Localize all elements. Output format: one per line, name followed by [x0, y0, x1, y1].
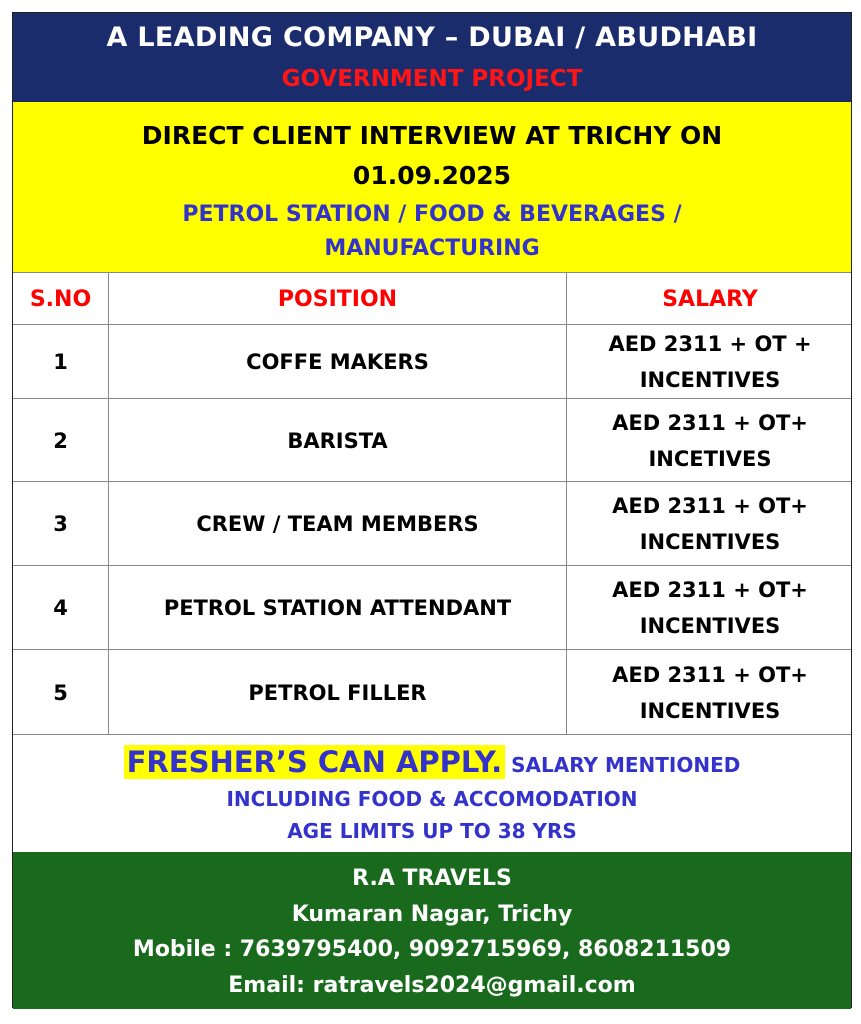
job-poster — [12, 12, 852, 1008]
row-salary — [567, 325, 853, 399]
sectors-line1: PETROL STATION / FOOD & BEVERAGES / — [182, 202, 682, 227]
row-sno: 3 — [13, 482, 109, 566]
row-salary — [567, 482, 853, 566]
row-salary — [567, 566, 853, 650]
table-row — [13, 481, 851, 566]
row-sno: 2 — [13, 399, 109, 482]
salary-line2: INCENTIVES — [639, 368, 781, 392]
mobile-numbers: Mobile : 7639795400, 9092715969, 8608211509 — [132, 937, 732, 962]
salary-line2: INCETIVES — [648, 446, 772, 471]
header-banner — [13, 13, 851, 102]
positions-table — [13, 272, 851, 734]
row-salary — [567, 399, 853, 482]
row-position: CREW / TEAM MEMBERS — [109, 482, 567, 566]
row-sno: 1 — [13, 325, 109, 399]
row-position: PETROL FILLER — [109, 650, 567, 735]
salary-line1: AED 2311 + OT + — [608, 332, 812, 356]
table-row — [13, 649, 851, 735]
salary-line2: INCENTIVES — [639, 698, 781, 723]
contact-footer — [13, 852, 851, 1009]
age-limit-note: AGE LIMITS UP TO 38 YRS — [287, 819, 577, 843]
column-header-sno: S.NO — [13, 273, 109, 325]
column-header-salary: SALARY — [662, 286, 758, 312]
salary-note: SALARY MENTIONED — [511, 753, 741, 777]
company-title: A LEADING COMPANY – DUBAI / ABUDHABI — [106, 22, 758, 53]
interview-date: 01.09.2025 — [352, 161, 512, 190]
sectors-line2: MANUFACTURING — [324, 236, 540, 261]
sectors — [13, 198, 851, 266]
eligibility-notes — [13, 734, 851, 853]
interview-banner — [13, 102, 851, 272]
salary-line2: INCENTIVES — [639, 614, 781, 638]
interview-heading — [13, 116, 851, 196]
salary-line2: INCENTIVES — [639, 530, 781, 554]
column-header-position: POSITION — [109, 273, 567, 325]
project-subtitle: GOVERNMENT PROJECT — [281, 66, 583, 92]
salary-line1: AED 2311 + OT+ — [612, 662, 808, 687]
row-sno: 5 — [13, 650, 109, 735]
fresher-highlight: FRESHER’S CAN APPLY. — [124, 745, 505, 779]
interview-line1: DIRECT CLIENT INTERVIEW AT TRICHY ON — [141, 121, 723, 150]
table-row — [13, 324, 851, 399]
including-note: INCLUDING FOOD & ACCOMODATION — [226, 787, 638, 811]
salary-line1: AED 2311 + OT+ — [612, 578, 808, 602]
agency-name: R.A TRAVELS — [352, 866, 512, 891]
email-address: Email: ratravels2024@gmail.com — [228, 973, 636, 998]
row-position: COFFE MAKERS — [109, 325, 567, 399]
row-position: PETROL STATION ATTENDANT — [109, 566, 567, 650]
salary-line1: AED 2311 + OT+ — [612, 494, 808, 518]
row-sno: 4 — [13, 566, 109, 650]
table-row — [13, 565, 851, 650]
salary-line1: AED 2311 + OT+ — [612, 410, 808, 435]
table-row — [13, 398, 851, 482]
row-position: BARISTA — [109, 399, 567, 482]
row-salary — [567, 650, 853, 735]
fresher-line — [13, 745, 851, 779]
table-header-row — [13, 272, 851, 325]
agency-address: Kumaran Nagar, Trichy — [291, 902, 573, 927]
